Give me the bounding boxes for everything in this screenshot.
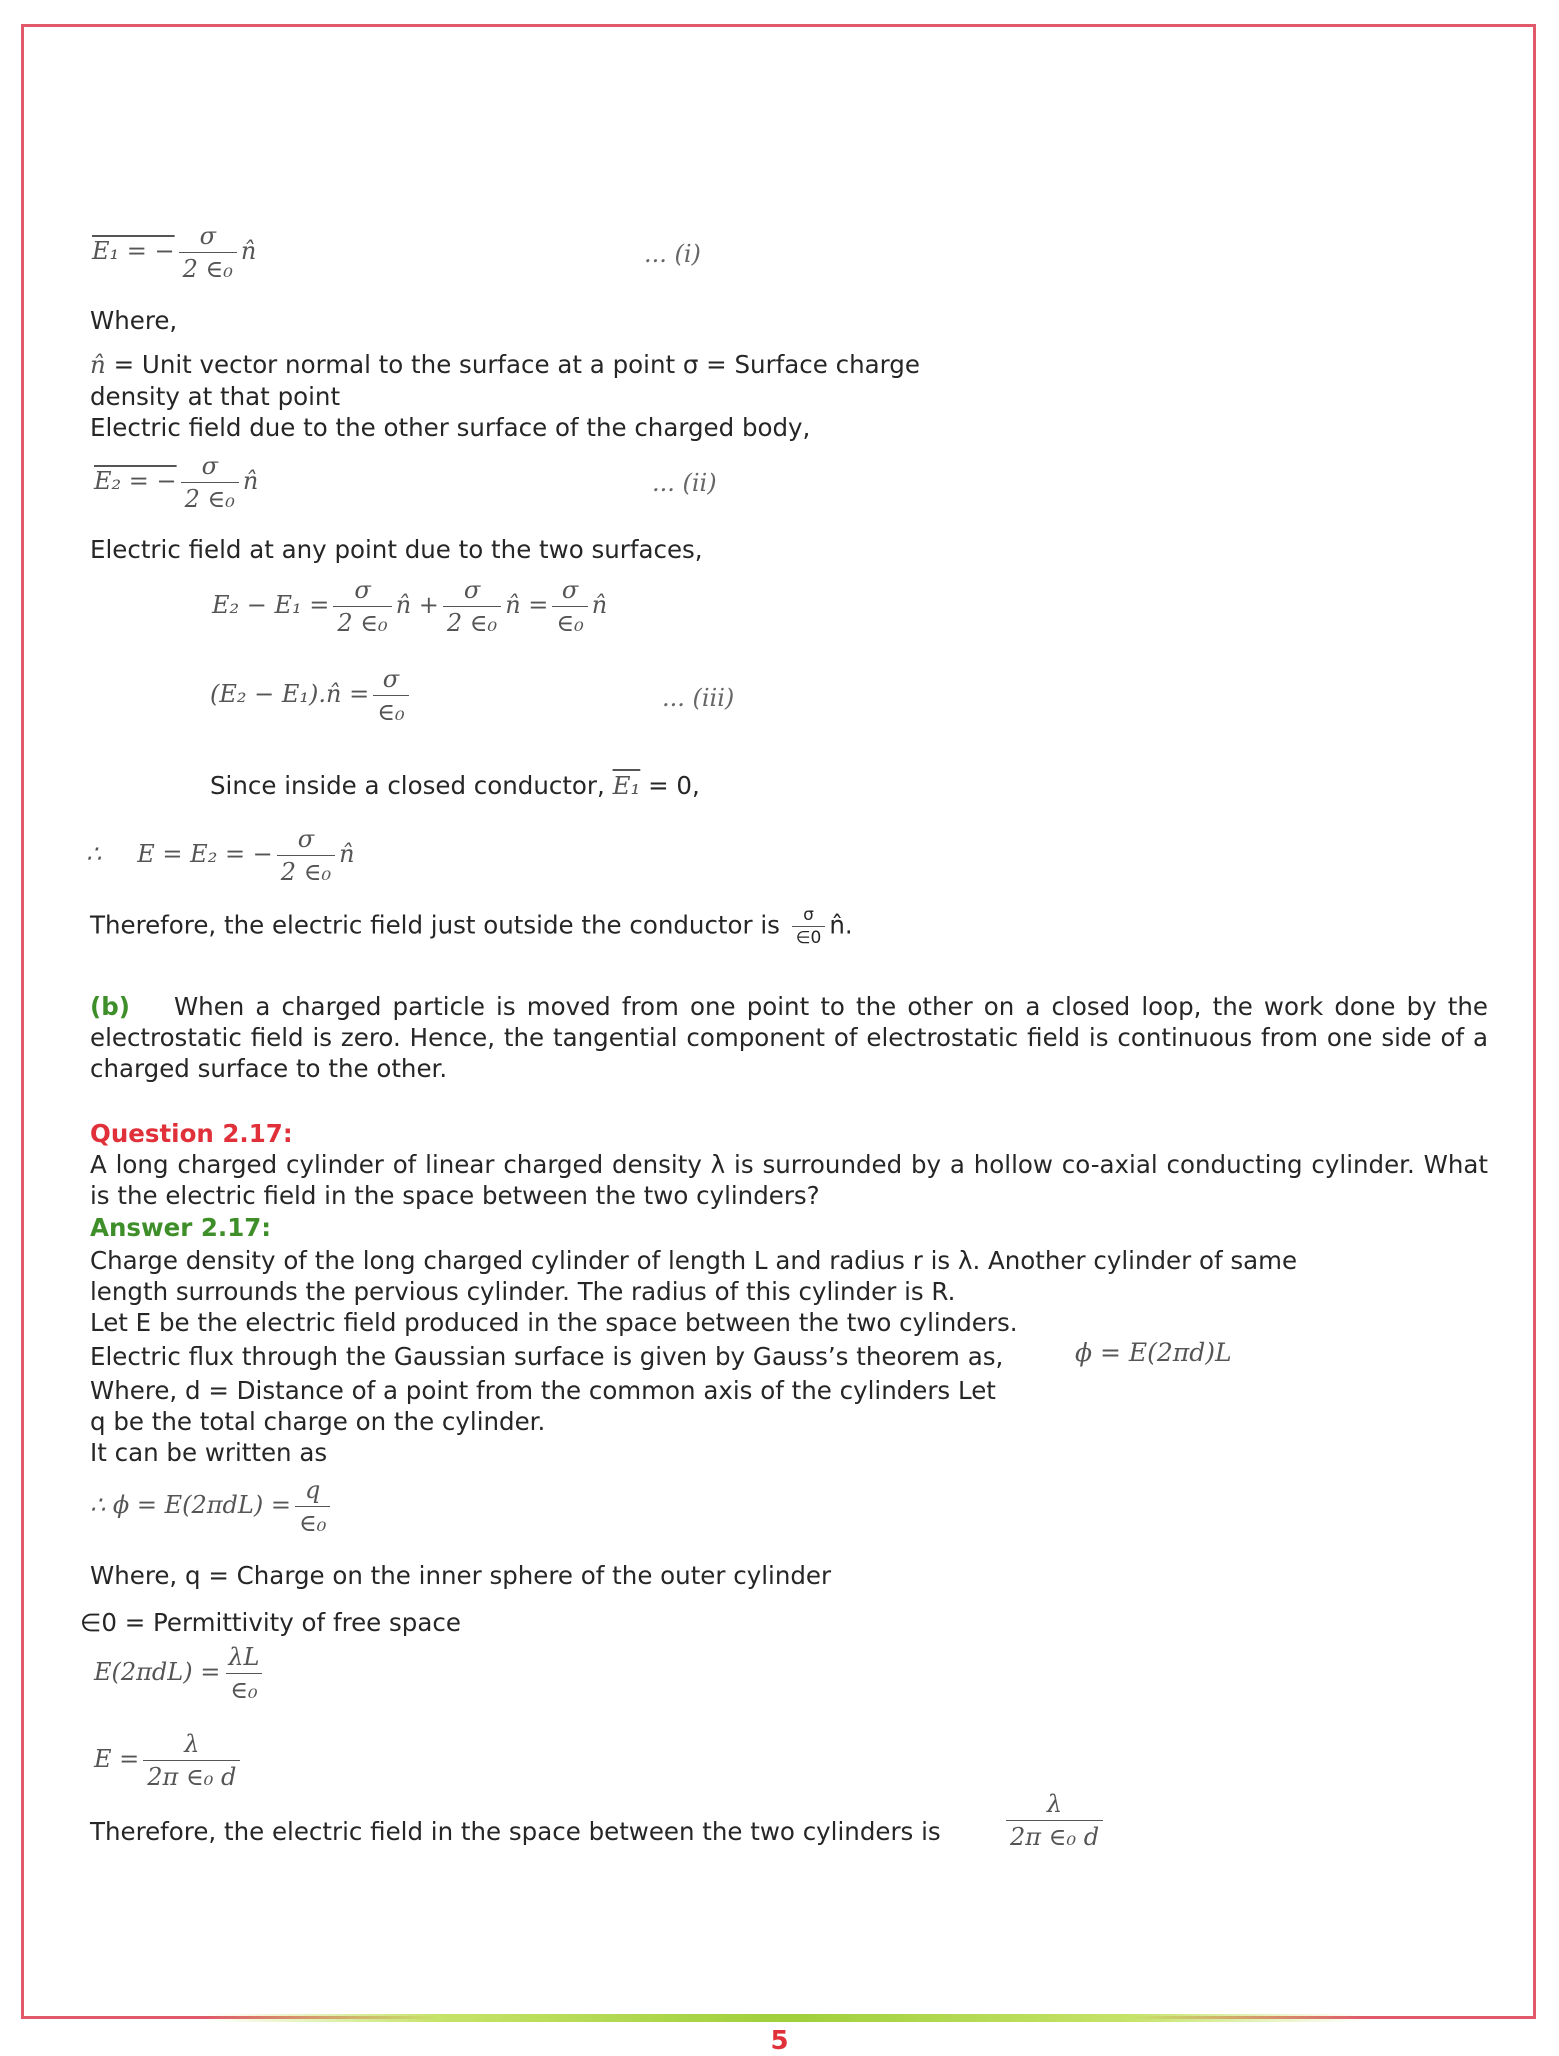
page-number: 5 [770, 2026, 789, 2056]
flux-equation: ϕ = E(2πd)L [1075, 1338, 1232, 1367]
two-surfaces-text: Electric field at any point due to the two surfaces, [90, 535, 703, 564]
part-b-text: When a charged particle is moved from one point to the other on a closed loop, the work done by the electrostatic field is zero. Hence, the tangential component of electrostatic field is continuous from one side of a charged surface to the other. [90, 992, 1488, 1083]
conclusion-a: Therefore, the electric field just outside the conductor is $\frac{\sigma}{\in 0}$ n̂. [90, 905, 853, 948]
equation-2: E₂ = − $\frac{\sigma}{\text{2 ∈₀}}$ n̂ [94, 452, 259, 513]
final-fraction: $\frac{\lambda}{\text{2π ∈₀ d}}$ [1002, 1790, 1107, 1851]
part-b-paragraph [90, 991, 1488, 1084]
equation-3-number: ... (iii) [662, 684, 735, 712]
answer-line-3: Let E be the electric field produced in the space between the two cylinders. [90, 1308, 1018, 1337]
answer-line-7: It can be written as [90, 1438, 328, 1467]
equation-4: ∴ E = E₂ = − $\frac{\sigma}{\text{2 ∈₀}}$ n̂ [86, 825, 355, 886]
equation-5: ∴ ϕ = E(2πdL) = $\frac{q}{\text{∈₀}}$ [90, 1476, 334, 1537]
other-surface-text: Electric field due to the other surface of the charged body, [90, 413, 811, 442]
answer-line-6: q be the total charge on the cylinder. [90, 1407, 546, 1436]
answer-line-1: Charge density of the long charged cylinder of length L and radius r is λ. Another cylinder of same [90, 1246, 1298, 1275]
answer-line-2: length surrounds the pervious cylinder. The radius of this cylinder is R. [90, 1277, 956, 1306]
equation-3b: (E₂ − E₁).n̂ = $\frac{\sigma}{\text{∈₀}}$ [210, 665, 413, 726]
equation-7: E = $\frac{\lambda}{\text{2π ∈₀ d}}$ [94, 1730, 244, 1791]
nhat-definition-cont: density at that point [90, 382, 341, 411]
equation-6: E(2πdL) = $\frac{\lambda L}{\text{∈₀}}$ [94, 1643, 267, 1704]
where-label: Where, [90, 306, 178, 335]
where-q-text: Where, q = Charge on the inner sphere of the outer cylinder [90, 1561, 832, 1590]
equation-2-number: ... (ii) [652, 469, 717, 497]
equation-1: E₁ = − $\frac{\sigma}{\text{2 ∈₀}}$ n̂ [92, 222, 257, 283]
answer-label: Answer 2.17: [90, 1213, 272, 1242]
answer-line-4: Electric flux through the Gaussian surface is given by Gauss’s theorem as, [90, 1342, 1004, 1371]
equation-1-number: ... (i) [644, 240, 701, 268]
question-text: A long charged cylinder of linear charged density λ is surrounded by a hollow co-axial conducting cylinder. What is the electric field in the space between the two cylinders? [90, 1150, 1488, 1210]
question-label: Question 2.17: [90, 1119, 293, 1148]
equation-3a: E₂ − E₁ = $\frac{\sigma}{\text{2 ∈₀}}$ n̂ + $\frac{\sigma}{\text{2 ∈₀}}$ n̂ = $\frac{\sigma}{\text{∈₀}}$ n̂ [212, 576, 608, 637]
epsilon-definition: ∈0 = Permittivity of free space [80, 1608, 461, 1637]
part-b-label: (b) [90, 992, 130, 1021]
since-text: Since inside a closed conductor, E₁ = 0, [210, 771, 700, 800]
nhat-definition: n̂ = Unit vector normal to the surface at a point σ = Surface charge [90, 350, 920, 379]
final-conclusion: Therefore, the electric field in the space between the two cylinders is [90, 1817, 941, 1846]
answer-line-5: Where, d = Distance of a point from the common axis of the cylinders Let [90, 1376, 996, 1405]
footer-bar [205, 2014, 1365, 2022]
